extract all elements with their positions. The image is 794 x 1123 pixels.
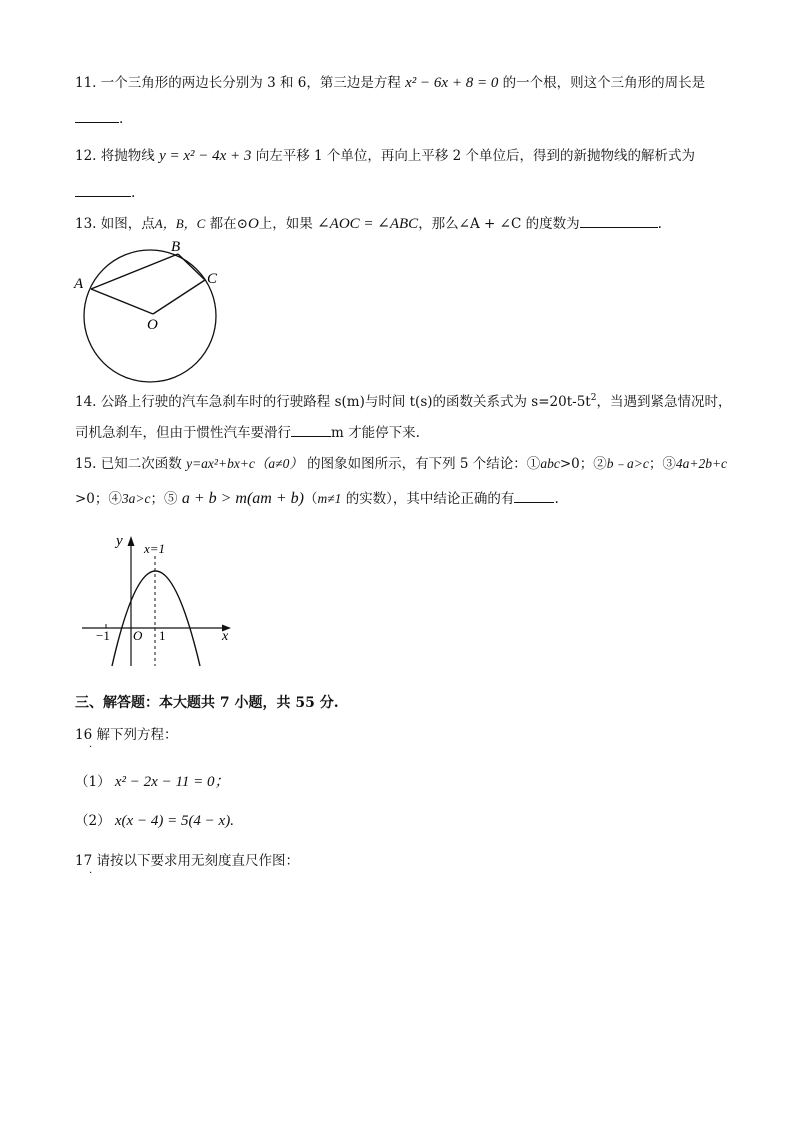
equation: x² − 2x − 11 = 0； bbox=[114, 774, 230, 790]
question-text: 将抛物线 bbox=[100, 148, 155, 164]
segment-oc bbox=[153, 280, 205, 314]
question-number: 15. bbox=[75, 456, 97, 472]
equation: ∠AOC = ∠ABC bbox=[317, 216, 419, 232]
conclusion-5: a + b > m(am + b) bbox=[181, 490, 304, 507]
parabola-curve bbox=[112, 571, 200, 666]
question-text: 的一个根，则这个三角形的周长是 bbox=[502, 75, 706, 91]
question-number: 11. bbox=[75, 75, 97, 91]
question-text: 一个三角形的两边长分别为 3 和 6，第三边是方程 bbox=[100, 75, 401, 91]
question-text: 都在⊙ bbox=[209, 216, 248, 232]
points-label: A，B，C bbox=[154, 216, 206, 231]
origin-label: O bbox=[133, 628, 143, 643]
question-number: 17 bbox=[75, 853, 93, 869]
question-13-line1 bbox=[75, 215, 662, 233]
question-text: 请按以下要求用无刻度直尺作图： bbox=[96, 853, 299, 869]
question-text: m 才能停下来. bbox=[331, 425, 420, 441]
label-c: C bbox=[207, 271, 218, 287]
question-14-line1 bbox=[75, 393, 731, 411]
segment-ab bbox=[91, 254, 178, 289]
period: . bbox=[554, 491, 559, 507]
question-text: 司机急刹车，但由于惯性汽车要滑行 bbox=[75, 425, 291, 441]
answer-blank[interactable] bbox=[75, 110, 119, 123]
question-number: 16 bbox=[75, 727, 93, 743]
conclusion-text: （ bbox=[303, 491, 318, 507]
question-text: ，那么∠A + ∠C 的度数为 bbox=[418, 216, 580, 232]
question-14-line2 bbox=[75, 424, 420, 442]
parabola-graph bbox=[75, 528, 245, 673]
conclusion-4: 3a>c bbox=[121, 491, 151, 506]
period: . bbox=[131, 185, 136, 201]
label-o: O bbox=[147, 317, 158, 333]
y-axis-arrow bbox=[128, 536, 135, 546]
conclusion-3: 4a+2b+c bbox=[675, 456, 728, 471]
conclusion-2: b﹣a>c bbox=[606, 456, 649, 471]
question-15-line2 bbox=[75, 490, 559, 508]
question-text: 已知二次函数 bbox=[100, 456, 182, 472]
question-text: 如图，点 bbox=[100, 216, 155, 232]
section-heading: 三、解答题：本大题共 7 小题，共 55 分. bbox=[75, 695, 339, 711]
number-dot: · bbox=[89, 742, 93, 753]
y-axis-label: y bbox=[116, 533, 123, 549]
question-11-line1 bbox=[75, 74, 705, 92]
question-number: 13. bbox=[75, 216, 97, 232]
question-text: 的图象如图所示，有下列 5 个结论：① bbox=[307, 456, 541, 472]
question-text: 上，如果 bbox=[258, 216, 313, 232]
question-number: 12. bbox=[75, 148, 97, 164]
question-text: 向左平移 1 个单位，再向上平移 2 个单位后，得到的新抛物线的解析式为 bbox=[255, 148, 696, 164]
equation: x² − 6x + 8 = 0 bbox=[405, 75, 499, 91]
symmetry-axis-label: x=1 bbox=[144, 541, 166, 556]
circle-label: O bbox=[247, 216, 259, 232]
question-16-part2 bbox=[75, 812, 234, 830]
label-b: B bbox=[171, 239, 181, 255]
period: . bbox=[657, 216, 662, 232]
circle-o bbox=[84, 250, 216, 382]
tick-label-1: 1 bbox=[159, 628, 166, 643]
question-text: ，当遇到紧急情况时， bbox=[596, 394, 732, 410]
question-text: 的实数），其中结论正确的有 bbox=[345, 491, 515, 507]
question-11-line2 bbox=[75, 110, 123, 128]
part-label: （1） bbox=[75, 774, 111, 790]
equation: x(x − 4) = 5(4 − x). bbox=[114, 813, 234, 829]
answer-blank[interactable] bbox=[75, 184, 131, 197]
conclusion-text: >0；② bbox=[559, 456, 607, 472]
answer-blank[interactable] bbox=[291, 424, 331, 437]
question-12-line1 bbox=[75, 147, 695, 165]
question-text: 解下列方程： bbox=[96, 727, 178, 743]
question-number: 14. bbox=[75, 394, 97, 410]
conclusion-1: abc bbox=[540, 456, 560, 471]
segment-bc bbox=[178, 254, 205, 280]
tick-label-neg1: −1 bbox=[96, 628, 110, 643]
conclusion-text: ；③ bbox=[648, 456, 676, 472]
question-text: 公路上行驶的汽车急刹车时的行驶路程 s(m)与时间 t(s)的函数关系式为 s=20t-5t bbox=[100, 394, 591, 410]
answer-blank[interactable] bbox=[580, 215, 658, 228]
circle-figure bbox=[68, 236, 238, 386]
question-16-part1 bbox=[75, 773, 229, 791]
condition: m≠1 bbox=[317, 491, 342, 506]
label-a: A bbox=[74, 276, 84, 292]
question-12-line2 bbox=[75, 184, 135, 202]
function-expression: y=ax²+bx+c（a≠0） bbox=[186, 456, 303, 471]
superscript: 2 bbox=[590, 393, 597, 403]
answer-blank[interactable] bbox=[514, 490, 554, 503]
part-label: （2） bbox=[75, 813, 111, 829]
x-axis-label: x bbox=[222, 629, 229, 644]
segment-ao bbox=[91, 289, 153, 314]
equation: y = x² − 4x + 3 bbox=[159, 148, 252, 164]
question-17-line bbox=[75, 852, 299, 870]
number-dot: · bbox=[89, 868, 93, 879]
question-15-line1 bbox=[75, 455, 727, 473]
period: . bbox=[119, 111, 124, 127]
conclusion-text: >0；④ bbox=[75, 491, 122, 507]
conclusion-text: ；⑤ bbox=[150, 491, 178, 507]
